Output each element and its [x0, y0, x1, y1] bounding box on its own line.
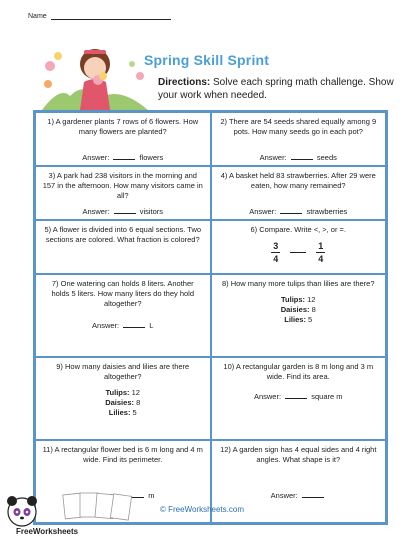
problem-4-text: 4) A basket held 83 strawberries. After 29 were eaten, how many remained?	[220, 171, 376, 190]
problem-5	[35, 220, 211, 274]
list-item: Tulips: 12	[281, 295, 316, 304]
problem-1-text: 1) A gardener plants 7 rows of 6 flowers. How many flowers are planted?	[47, 117, 199, 136]
answer-blank[interactable]	[123, 321, 145, 328]
problem-6-text: 6) Compare. Write <, >, or =.	[250, 225, 347, 234]
answer-label: Answer:	[92, 321, 120, 330]
fraction-compare	[218, 241, 380, 264]
problem-10	[211, 357, 387, 440]
problem-12-text: 12) A garden sign has 4 equal sides and 4 right angles. What shape is it?	[220, 445, 377, 464]
fraction-b-denominator: 4	[318, 254, 324, 264]
answer-unit: strawberries	[306, 207, 348, 216]
problem-4	[211, 166, 387, 220]
name-label: Name	[28, 13, 47, 20]
answer-line	[36, 321, 210, 331]
answer-label: Answer:	[82, 153, 110, 162]
answer-label: Answer:	[259, 153, 287, 162]
footer-brand: FreeWorksheets	[16, 527, 79, 536]
fraction-a	[271, 241, 280, 264]
problem-9	[35, 357, 211, 440]
answer-blank[interactable]	[291, 153, 313, 160]
answer-line	[212, 153, 386, 163]
answer-blank[interactable]	[114, 207, 136, 214]
problem-5-text: 5) A flower is divided into 6 equal sections. Two sections are colored. What fraction is colored?	[44, 225, 202, 244]
list-item: Daisies: 8	[105, 398, 141, 407]
answer-line	[212, 491, 386, 501]
answer-unit: flowers	[139, 153, 164, 162]
directions-text: Solve each spring math challenge. Show your work when needed.	[158, 77, 394, 101]
fraction-a-numerator: 3	[273, 241, 279, 251]
flower-count-list	[42, 388, 204, 418]
problem-8	[211, 274, 387, 357]
page-title: Spring Skill Sprint	[144, 52, 270, 68]
answer-label: Answer:	[82, 207, 110, 216]
problem-2	[211, 112, 387, 166]
answer-unit: square m	[311, 392, 343, 401]
fraction-b-numerator: 1	[318, 241, 324, 251]
problem-8-text: 8) How many more tulips than lilies are there?	[221, 279, 375, 288]
answer-blank[interactable]	[302, 491, 324, 498]
list-item: Tulips: 12	[105, 388, 140, 397]
problem-9-text: 9) How many daisies and lilies are there altogether?	[56, 362, 190, 381]
answer-label: Answer:	[253, 392, 282, 401]
answer-blank[interactable]	[280, 207, 302, 214]
problem-3	[35, 166, 211, 220]
footer-url[interactable]: © FreeWorksheets.com	[160, 505, 244, 514]
answer-unit: visitors	[139, 207, 164, 216]
answer-line	[36, 207, 210, 217]
answer-label: Answer:	[249, 207, 277, 216]
name-line[interactable]	[51, 12, 171, 20]
list-item: Lilies: 5	[284, 315, 313, 324]
answer-unit: L	[149, 321, 154, 330]
problem-7-text: 7) One watering can holds 8 liters. Another holds 5 liters. How many liters do they hold altogether?	[51, 279, 195, 308]
directions	[158, 76, 398, 102]
answer-blank[interactable]	[113, 153, 135, 160]
name-field[interactable]	[28, 12, 171, 20]
fraction-b	[316, 241, 325, 264]
answer-line	[212, 392, 386, 402]
worksheet-thumbnails-icon	[62, 490, 132, 522]
problem-11-text: 11) A rectangular flower bed is 6 m long and 4 m wide. Find its perimeter.	[42, 445, 203, 464]
answer-unit: seeds	[316, 153, 337, 162]
problem-10-text: 10) A rectangular garden is 8 m long and 3 m wide. Find its area.	[223, 362, 374, 381]
flower-count-list	[218, 295, 380, 325]
problem-1	[35, 112, 211, 166]
list-item: Daisies: 8	[280, 305, 316, 314]
answer-label: Answer:	[270, 491, 298, 500]
directions-label: Directions:	[158, 77, 211, 88]
answer-line	[212, 207, 386, 217]
answer-line	[36, 153, 210, 163]
problem-2-text: 2) There are 54 seeds shared equally among 9 pots. How many seeds go in each pot?	[220, 117, 377, 136]
girl-with-flowers-illustration	[40, 36, 150, 110]
list-item: Lilies: 5	[108, 408, 137, 417]
problem-6	[211, 220, 387, 274]
answer-unit: m	[148, 491, 155, 500]
compare-blank[interactable]	[290, 252, 306, 253]
answer-blank[interactable]	[285, 392, 307, 399]
problem-7	[35, 274, 211, 357]
fraction-a-denominator: 4	[273, 254, 279, 264]
problem-3-text: 3) A park had 238 visitors in the morning and 157 in the afternoon. How many visitors came in all?	[42, 171, 203, 200]
problem-grid	[33, 110, 388, 525]
